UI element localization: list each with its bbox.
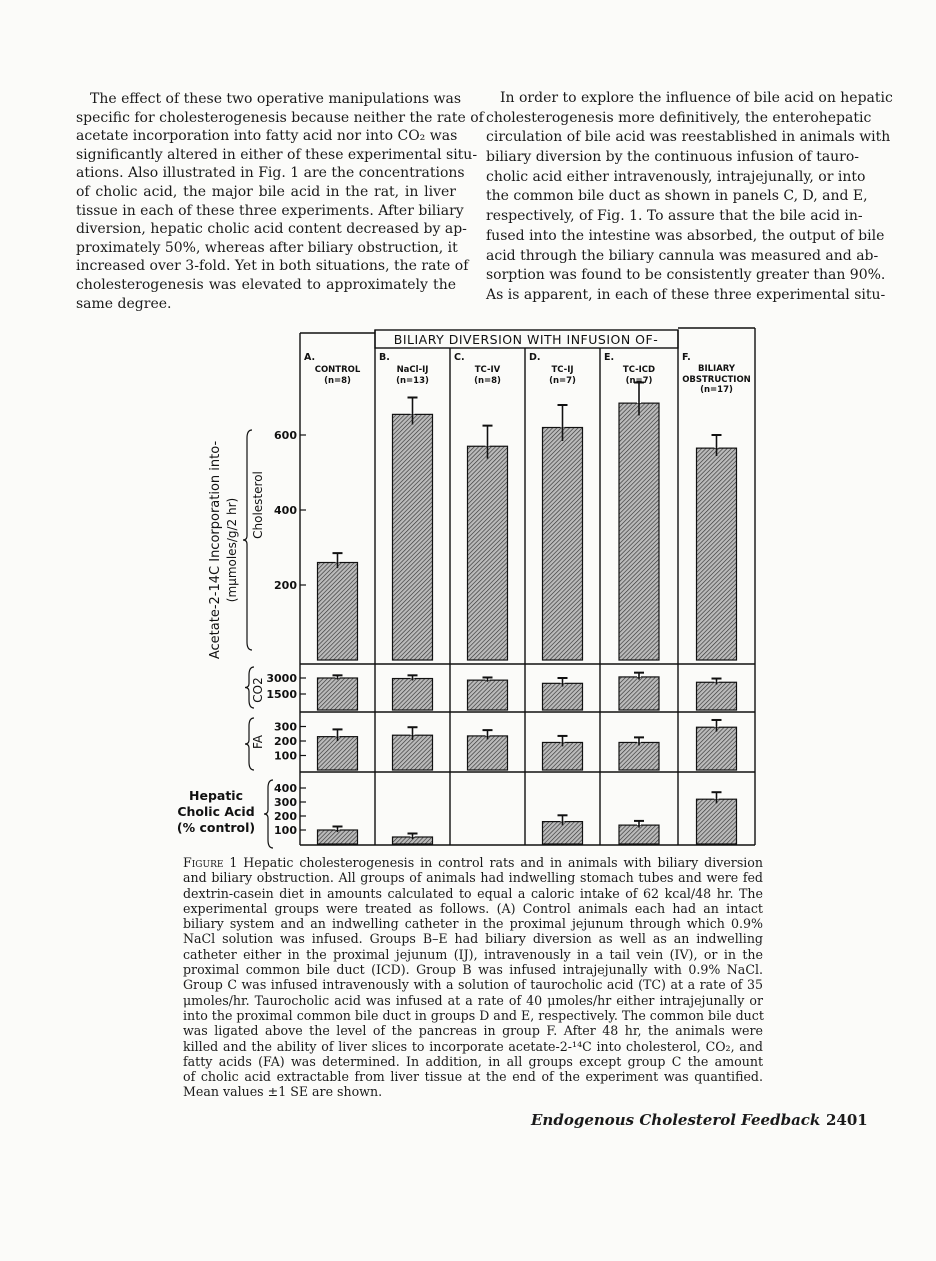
text-line: significantly altered in either of these experimental situ- [76,146,478,163]
bar-F [697,682,737,710]
text-line: fused into the intestine was absorbed, the output of bile [486,227,885,244]
bar-C [468,446,508,660]
text-line: The effect of these two operative manipulations was [90,91,461,107]
cholic-acid-label: (% control) [176,820,256,835]
y-tick-label: 200 [274,735,297,748]
figure-label: Figure 1 [183,855,238,870]
text-line: biliary diversion by the continuous infusion of tauro- [486,149,860,166]
panel-label: Cholesterol [251,471,265,539]
group-name: CONTROL [314,365,361,375]
caption-line: proximal common bile duct (ICD). Group B was infused intrajejunally with 0.9% NaCl. [183,962,763,978]
bar-C [468,736,508,770]
text-line: In order to explore the influence of bile acid on hepatic [500,90,893,106]
group-n: (n=7) [549,376,576,386]
bar-C [468,680,508,710]
group-letter: A. [304,352,316,363]
text-line: ations. Also illustrated in Fig. 1 are the concentrations [76,165,465,182]
y-tick-label: 200 [274,579,297,592]
y-tick-label: 200 [274,810,297,823]
text-line: increased over 3-fold. Yet in both situations, the rate of [76,258,469,275]
caption-line: catheter either in the proximal jejunum (IJ), intravenously in a tail vein (IV), or in the [183,946,763,962]
text-line: circulation of bile acid was reestablished in animals with [486,129,891,146]
bar-E [619,677,659,710]
panel-label: CO2 [251,677,265,703]
caption-line: and biliary obstruction. All groups of animals had indwelling stomach tubes and were fed [183,870,763,886]
bar-E [619,825,659,844]
bar-D [543,683,583,710]
caption-line [183,855,763,870]
group-letter: C. [454,352,465,363]
group-name: TC-IV [474,365,501,375]
group-letter: D. [529,352,541,363]
text-line: respectively, of Fig. 1. To assure that the bile acid in- [486,208,863,225]
bar-E [619,742,659,770]
text-line: same degree. [76,295,172,312]
group-name: NaCl-IJ [396,365,429,375]
group-letter: F. [682,352,691,363]
cholic-brace [264,780,273,848]
bar-B [393,735,433,770]
group-letter: B. [379,352,390,363]
y-tick-label: 300 [274,796,297,809]
y-axis-label: Acetate-2-14C Incorporation into- [208,440,223,660]
caption-line: biliary system and an indwelling catheter in the proximal jejunum through which 0.9% [183,916,763,932]
text-line: acid through the biliary cannula was measured and ab- [486,247,879,264]
text-line: the common bile duct as shown in panels C, D, and E, [486,188,868,205]
caption-line: dextrin-casein diet in amounts calculated to equal a caloric intake of 62 kcal/48 hr. The [183,885,763,901]
caption-line: killed and the ability of liver slices to incorporate acetate-2-¹⁴C into cholesterol, CO₂, and [183,1038,763,1054]
text-line: proximately 50%, whereas after biliary obstruction, it [76,239,458,256]
caption-line: μmoles/hr. Taurocholic acid was infused at a rate of 40 μmoles/hr either intrajejunally or [183,992,763,1008]
bar-E [619,403,659,660]
y-tick-label: 300 [274,720,297,734]
caption-text: Hepatic cholesterogenesis in control rats and in animals with biliary diversion [243,855,763,870]
group-n: (n=8) [324,376,351,386]
cholesterol-brace [243,430,252,650]
y-tick-label: 100 [274,824,297,837]
caption-line: into the proximal common bile duct in groups D and E, respectively. The common bile duct [183,1007,764,1023]
text-line: of cholic acid, the major bile acid in the rat, in liver [76,183,456,200]
figure-caption [183,855,763,1100]
y-tick-label: 400 [274,504,297,517]
group-n: (n=17) [700,385,733,395]
text-line: tissue in each of these three experiments. After biliary [76,202,464,219]
group-name-line: BILIARY [697,364,736,374]
caption-line: Group C was infused intravenously with a solution of taurocholic acid (TC) at a rate of 35 [183,977,763,993]
bar-B [393,414,433,660]
bar-D [543,742,583,770]
running-title: Endogenous Cholesterol Feedback [531,1111,821,1129]
bar-A [318,563,358,661]
bar-B [393,679,433,710]
text-line: cholic acid either intravenously, intrajejunally, or into [486,168,866,185]
y-tick-label: 100 [274,749,297,763]
group-name: TC-IJ [551,365,574,375]
y-tick-label: 400 [274,782,297,795]
group-n: (n=13) [396,376,429,386]
text-line: As is apparent, in each of these three experimental situ- [486,286,886,303]
text-line: acetate incorporation into fatty acid nor into CO₂ was [76,128,458,145]
caption-line: experimental groups were treated as follows. (A) Control animals each had an intact [183,900,763,916]
bar-A [318,678,358,710]
y-axis-units: (mμmoles/g/2 hr) [225,497,239,603]
text-line: cholesterogenesis more definitively, the enterohepatic [486,109,872,126]
bar-F [697,727,737,770]
bar-A [318,737,358,770]
y-tick-label: 3000 [266,672,297,685]
group-name: TC-ICD [622,365,656,375]
caption-line: fatty acids (FA) was determined. In addition, in all groups except group C the amount [183,1053,763,1069]
bar-F [697,799,737,844]
caption-line: was ligated above the level of the pancreas in group F. After 48 hr, the animals were [183,1023,763,1039]
text-line: cholesterogenesis was elevated to approximately the [76,276,456,293]
header-label: BILIARY DIVERSION WITH INFUSION OF- [393,332,659,347]
y-tick-label: 600 [274,429,297,442]
bar-F [697,448,737,660]
bar-D [543,428,583,661]
caption-line: of cholic acid extractable from liver tissue at the end of the experiment was quantified. [183,1069,763,1085]
caption-line: NaCl solution was infused. Groups B–E had biliary diversion as well as an indwelling [183,931,763,947]
group-letter: E. [604,352,615,363]
cholic-acid-label: Cholic Acid [177,804,255,819]
group-n: (n=8) [474,376,501,386]
text-line: sorption was found to be consistently greater than 90%. [486,267,886,284]
text-line: specific for cholesterogenesis because neither the rate of [76,109,484,126]
caption-line: Mean values ±1 SE are shown. [183,1084,383,1100]
y-tick-label: 1500 [266,688,297,701]
group-name-line: OBSTRUCTION [682,375,751,385]
cholic-acid-label: Hepatic [189,788,243,803]
text-line: diversion, hepatic cholic acid content decreased by ap- [76,221,467,238]
page-number: 2401 [826,1111,868,1129]
panel-label: FA [251,734,265,750]
group-n: (n=7) [625,376,653,386]
